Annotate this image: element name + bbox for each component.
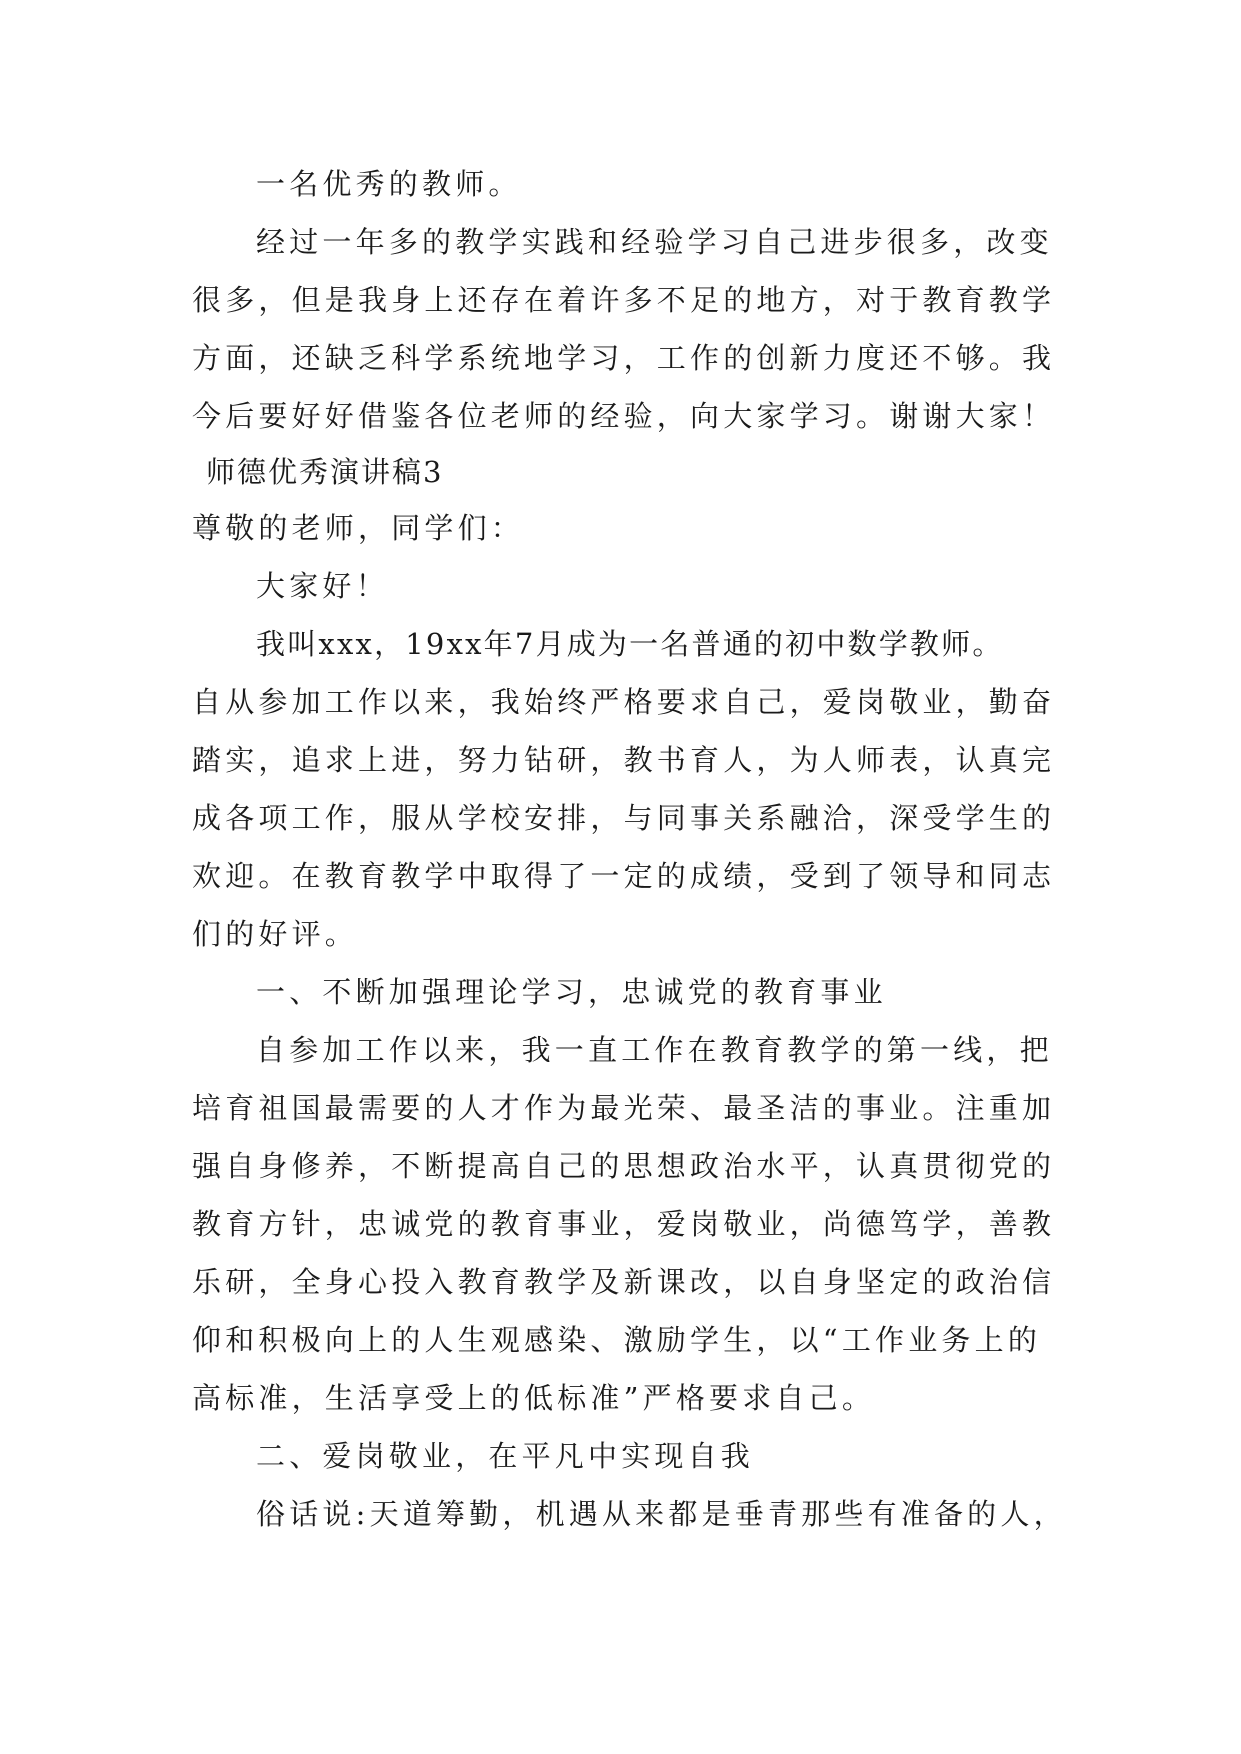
section-title: 师德优秀演讲稿3 [206, 455, 444, 489]
text-line: 仰和积极向上的人生观感染、激励学生，以“工作业务上的 [192, 1323, 1042, 1357]
text-line: 们的好评。 [192, 917, 359, 951]
text-line: 很多，但是我身上还存在着许多不足的地方，对于教育教学 [192, 283, 1056, 317]
text-line: 经过一年多的教学实践和经验学习自己进步很多，改变 [256, 225, 1053, 259]
text-line: 踏实，追求上进，努力钻研，教书育人，为人师表，认真完 [192, 743, 1056, 777]
text-line: 今后要好好借鉴各位老师的经验，向大家学习。谢谢大家！ [192, 399, 1056, 433]
text-line: 乐研，全身心投入教育教学及新课改，以自身坚定的政治信 [192, 1265, 1056, 1299]
text-line: 强自身修养，不断提高自己的思想政治水平，认真贯彻党的 [192, 1149, 1056, 1183]
salutation: 尊敬的老师，同学们： [192, 511, 525, 545]
text-line: 自从参加工作以来，我始终严格要求自己，爱岗敬业，勤奋 [192, 685, 1056, 719]
text-line: 欢迎。在教育教学中取得了一定的成绩，受到了领导和同志 [192, 859, 1056, 893]
text-line: 自参加工作以来，我一直工作在教育教学的第一线，把 [256, 1033, 1053, 1067]
greeting: 大家好！ [256, 569, 389, 603]
text-line: 我叫xxx，19xx年7月成为一名普通的初中数学教师。 [256, 627, 1004, 661]
text-line: 成各项工作，服从学校安排，与同事关系融洽，深受学生的 [192, 801, 1056, 835]
text-line: 教育方针，忠诚党的教育事业，爱岗敬业，尚德笃学，善教 [192, 1207, 1056, 1241]
text-line: 培育祖国最需要的人才作为最光荣、最圣洁的事业。注重加 [192, 1091, 1056, 1125]
subheading: 一、不断加强理论学习，忠诚党的教育事业 [256, 975, 887, 1009]
text-line: 方面，还缺乏科学系统地学习，工作的创新力度还不够。我 [192, 341, 1056, 375]
subheading: 二、爱岗敬业，在平凡中实现自我 [256, 1439, 755, 1473]
text-line: 高标准，生活享受上的低标准”严格要求自己。 [192, 1381, 876, 1415]
text-line: 一名优秀的教师。 [256, 167, 522, 201]
text-line: 俗话说:天道筹勤，机遇从来都是垂青那些有准备的人， [256, 1497, 1067, 1531]
